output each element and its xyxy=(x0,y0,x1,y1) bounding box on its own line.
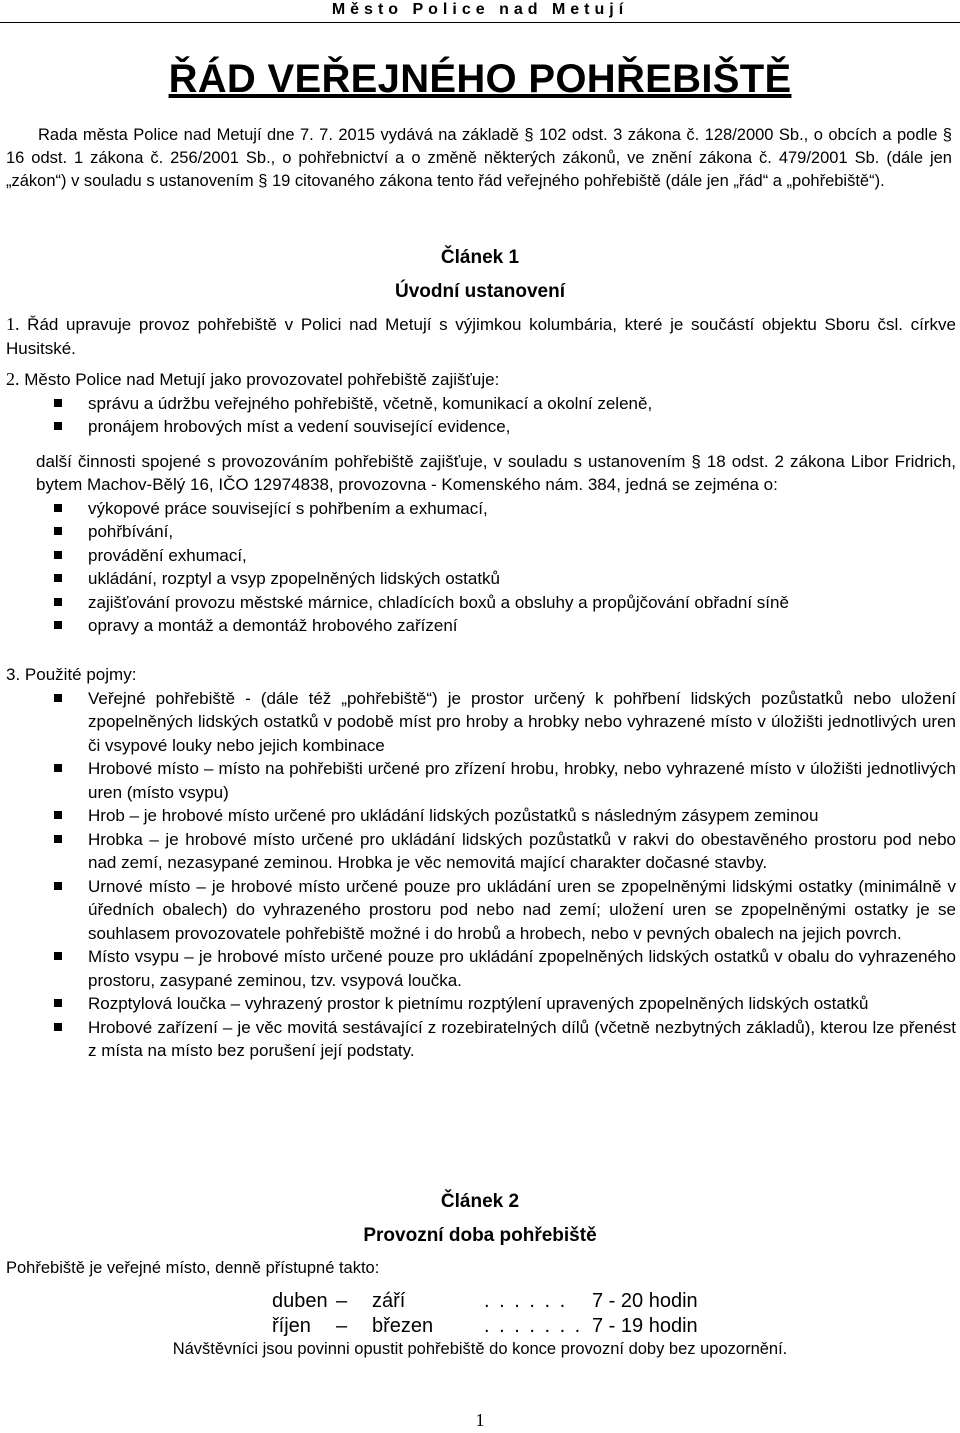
article-1-heading: Článek 1 xyxy=(440,247,520,268)
definition-item: Rozptylová loučka – vyhrazený prostor k pietnímu rozptýlení upravených zpopelněných lidských ostatků xyxy=(6,992,956,1016)
section-3-paragraph xyxy=(6,663,956,687)
article-1-section-3 xyxy=(6,663,956,1063)
intro-paragraph xyxy=(6,124,952,193)
section-3-text: Použité pojmy: xyxy=(24,665,137,684)
definition-item: Hrobka – je hrobové místo určené pro ukládání lidských pozůstatků v rakvi do obestavěného prostoru pod nebo nad zemí, nezasypané zeminou. Hrobka je věc nemovitá mající charakter dočasné stavby. xyxy=(6,828,956,875)
definition-item: Místo vsypu – je hrobové místo určené pouze pro ukládání zpopelněných lidských ostatků v obalu do vyhrazeného prostoru, zasypané zeminou, tzv. vsypová loučka. xyxy=(6,945,956,992)
article-2-intro: Pohřebiště je veřejné místo, denně přístupné takto: xyxy=(6,1259,380,1277)
list-item: pohřbívání, xyxy=(6,520,956,544)
section-2-number: 2. xyxy=(6,369,20,389)
article-1-section-1 xyxy=(6,313,956,360)
header-divider xyxy=(0,22,960,23)
section-1-text: Řád upravuje provoz pohřebiště v Polici nad Metují s výjimkou kolumbária, které je součástí objektu Sboru čsl. církve Husitské. xyxy=(6,315,956,358)
definition-item: Hrob – je hrobové místo určené pro ukládání lidských pozůstatků s následným zásypem zeminou xyxy=(6,804,956,828)
hours-to: březen xyxy=(372,1315,434,1337)
article-2-heading: Článek 2 xyxy=(440,1191,520,1212)
hours-value: 7 - 19 hodin xyxy=(592,1315,698,1337)
list-item: provádění exhumací, xyxy=(6,544,956,568)
section-1-paragraph xyxy=(6,313,956,360)
list-item: zajišťování provozu městské márnice, chladících boxů a obsluhy a propůjčování obřadní síně xyxy=(6,591,956,615)
definitions-list xyxy=(6,687,956,1063)
section-2-more-list xyxy=(6,497,956,638)
section-2-list xyxy=(6,392,956,439)
section-2-text: Město Police nad Metují jako provozovatel pohřebiště zajišťuje: xyxy=(24,370,500,389)
section-2-paragraph xyxy=(6,368,956,392)
definition-item: Urnové místo – je hrobové místo určené pouze pro ukládání uren se zpopelněnými lidskými ostatky (minimálně v úředních obalech) do vyhrazeného prostoru pod nebo nad zemí; uložení uren se zpopelněnými ostatky je se souhlasem provozovatele pohřebiště možné i do hrobů a hrobech, nebo v pevných obalech na jejich povrch. xyxy=(6,875,956,946)
list-item: správu a údržbu veřejného pohřebiště, včetně, komunikací a okolní zeleně, xyxy=(6,392,956,416)
section-1-number: 1. xyxy=(6,314,20,334)
intro-text: Rada města Police nad Metují dne 7. 7. 2015 vydává na základě § 102 odst. 3 zákona č. 128/2000 Sb., o obcích a podle § 16 odst. 1 zákona č. 256/2001 Sb., o pohřebnictví a o změně některých zákonů, ve znění zákona č. 479/2001 Sb. (dále jen „zákon“) v souladu s ustanovením § 19 citovaného zákona tento řád veřejného pohřebiště (dále jen „řád“ a „pohřebiště“). xyxy=(6,126,952,190)
header-title: Město Police nad Metují xyxy=(331,1,629,18)
hours-dots: . . . . . . . xyxy=(484,1315,583,1337)
opening-hours-table xyxy=(272,1289,772,1339)
definition-item: Hrobové zařízení – je věc movitá sestávající z rozebiratelných dílů (včetně nezbytných základů), kterou lze přenést z místa na místo bez porušení její podstaty. xyxy=(6,1016,956,1063)
list-item: ukládání, rozptyl a vsyp zpopelněných lidských ostatků xyxy=(6,567,956,591)
list-item: opravy a montáž a demontáž hrobového zařízení xyxy=(6,614,956,638)
hours-row xyxy=(272,1314,772,1339)
hours-to: září xyxy=(372,1290,406,1312)
list-item: výkopové práce související s pohřbením a exhumací, xyxy=(6,497,956,521)
page-number: 1 xyxy=(475,1410,485,1430)
article-1-subheading: Úvodní ustanovení xyxy=(395,281,565,302)
closing-note: Návštěvníci jsou povinni opustit pohřebiště do konce provozní doby bez upozornění. xyxy=(172,1340,788,1358)
hours-from: říjen xyxy=(272,1315,311,1337)
section-3-number: 3. xyxy=(6,665,21,684)
hours-from: duben xyxy=(272,1290,328,1312)
article-1-section-2 xyxy=(6,368,956,638)
document-title: ŘÁD VEŘEJNÉHO POHŘEBIŠTĚ xyxy=(168,57,792,101)
article-2-subheading: Provozní doba pohřebiště xyxy=(363,1225,597,1246)
list-item: pronájem hrobových míst a vedení související evidence, xyxy=(6,415,956,439)
hours-row xyxy=(272,1289,772,1314)
hours-dash: – xyxy=(336,1315,348,1337)
definition-item: Hrobové místo – místo na pohřebišti určené pro zřízení hrobu, hrobky, nebo vyhrazené místo v úložišti jednotlivých uren (místo vsypu) xyxy=(6,757,956,804)
section-2-more-text: další činnosti spojené s provozováním pohřebiště zajišťuje, v souladu s ustanovením § 18 odst. 2 zákona Libor Fridrich, bytem Machov-Bělý 16, IČO 12974838, provozovna - Komenského nám. 384, jedná se zejména o: xyxy=(36,451,956,494)
hours-dash: – xyxy=(336,1290,348,1312)
definition-item: Veřejné pohřebiště - (dále též „pohřebiště“) je prostor určený k pohřbení lidských pozůstatků nebo uložení zpopelněných lidských ostatků v podobě míst pro hroby a hrobky nebo vyhrazené místo v úložišti jednotlivých uren či vsypové louky nebo jejich kombinace xyxy=(6,687,956,758)
hours-dots: . . . . . . xyxy=(484,1290,568,1312)
hours-value: 7 - 20 hodin xyxy=(592,1290,698,1312)
